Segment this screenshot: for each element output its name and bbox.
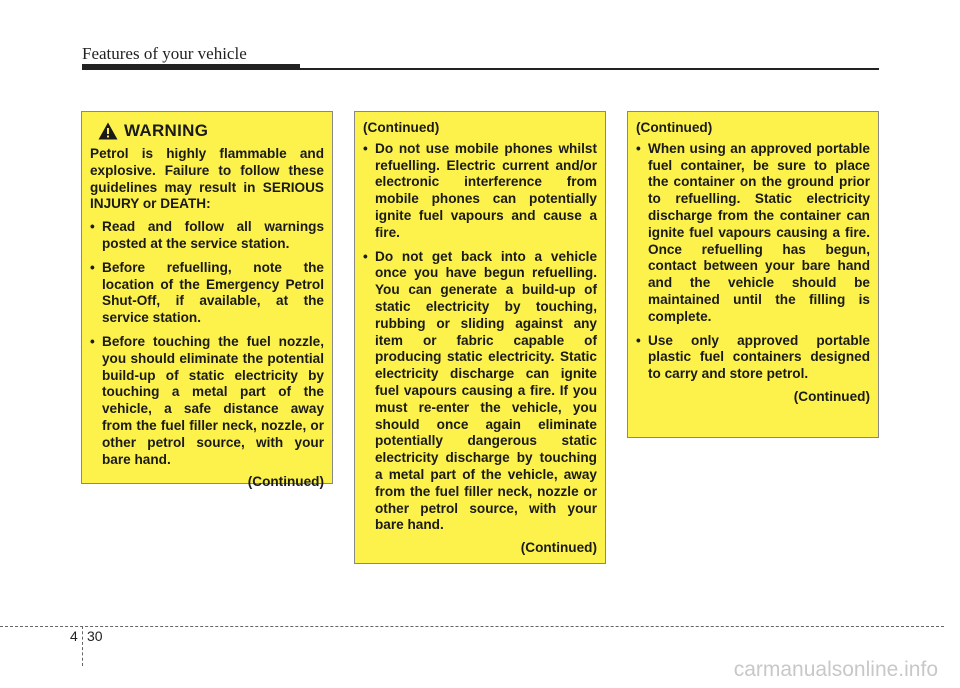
continued-top-label: (Continued) bbox=[636, 120, 713, 135]
page-number: 30 bbox=[87, 628, 103, 644]
list-item: • When using an approved portable fuel container, be sure to place the container on the ground prior to refuelling. Static electricity discharge from the container can ignite fuel vapours causing a fire. Once refuelling has begun, contact between your bare hand and the vehicle should be maintained until the filling is complete. bbox=[636, 141, 870, 326]
warning-intro: Petrol is highly flammable and explosive. Failure to follow these guidelines may result in SERIOUS INJURY or DEATH: bbox=[90, 146, 324, 212]
warning-triangle-icon bbox=[98, 122, 118, 140]
footer-divider bbox=[82, 626, 83, 666]
warning-list bbox=[90, 219, 324, 468]
list-item: • Before touching the fuel nozzle, you should eliminate the potential build-up of static electricity by touching a metal part of the vehicle, a safe distance away from the fuel filler neck, nozzle, or other petrol source, with your bare hand. bbox=[90, 334, 324, 468]
header-rule-thick bbox=[82, 64, 300, 70]
list-item: • Use only approved portable plastic fuel containers designed to carry and store petrol. bbox=[636, 333, 870, 383]
continued-top-label: (Continued) bbox=[363, 120, 440, 135]
warning-box-1 bbox=[81, 111, 333, 490]
warning-box-3 bbox=[627, 111, 879, 438]
chapter-number: 4 bbox=[70, 628, 78, 644]
watermark: carmanualsonline.info bbox=[733, 658, 938, 681]
header-rule-thin bbox=[300, 68, 879, 70]
list-item: • Do not use mobile phones whilst refuelling. Electric current and/or electronic interference from mobile phones can potentially ignite fuel vapours and cause a fire. bbox=[363, 141, 597, 242]
continued-label: (Continued) bbox=[247, 474, 324, 490]
warning-list bbox=[636, 141, 870, 383]
footer-rule bbox=[0, 626, 944, 627]
list-item: • Read and follow all warnings posted at the service station. bbox=[90, 219, 324, 253]
list-item: • Before refuelling, note the location of the Emergency Petrol Shut-Off, if available, at the service station. bbox=[90, 260, 324, 327]
warning-box-2 bbox=[354, 111, 606, 564]
warning-list bbox=[363, 141, 597, 534]
warning-header bbox=[98, 122, 324, 140]
warning-title: WARNING bbox=[124, 120, 209, 140]
continued-label: (Continued) bbox=[793, 388, 870, 404]
continued-label: (Continued) bbox=[520, 540, 597, 556]
list-item: • Do not get back into a vehicle once you have begun refuelling. You can generate a build-up of static electricity by touching, rubbing or sliding against any item or fabric capable of producing static electricity. Static electricity discharge can ignite fuel vapours causing a fire. If you must re-enter the vehicle, you should once again eliminate potentially dangerous static electricity discharge by touching a metal part of the vehicle, away from the fuel filler neck, nozzle or other petrol source, with your bare hand. bbox=[363, 249, 597, 535]
page-header-title: Features of your vehicle bbox=[82, 44, 247, 63]
